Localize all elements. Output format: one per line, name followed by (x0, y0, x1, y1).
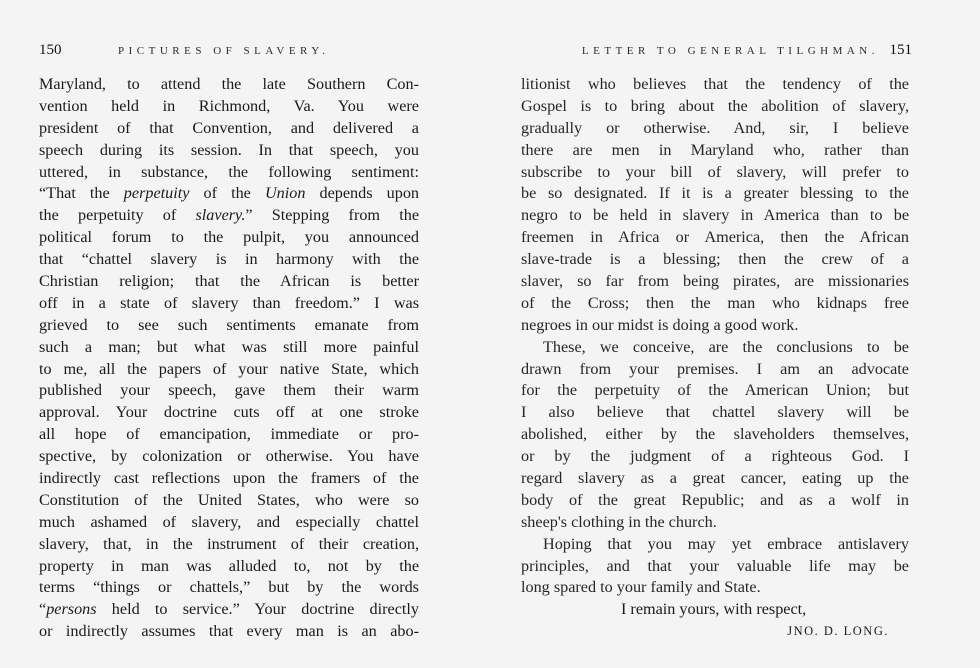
text-segment: ” Stepping from the (245, 206, 419, 225)
page-number: 151 (889, 42, 912, 58)
text-line: uttered, in substance, the following sentiment: (39, 162, 419, 181)
text-line: or indirectly assumes that every man is an abo- (39, 622, 419, 641)
italic-persons: persons (46, 600, 97, 619)
text-segment: held to service.” Your doctrine directly (96, 600, 419, 619)
text-line: subscribe to your bill of slavery, will prefer to (521, 162, 909, 181)
left-running-head (39, 44, 419, 62)
text-line: negro to be held in slavery in America than to be (521, 206, 909, 225)
text-line: abolished, either by the slaveholders themselves, (521, 425, 909, 444)
text-line: Christian religion; that the African is better (39, 272, 419, 291)
text-line: body of the great Republic; and as a wolf in (521, 490, 909, 509)
text-line: to me, all the papers of your native State, which (39, 359, 419, 378)
text-line: slave-trade is a blessing; then the crew of a (521, 250, 909, 269)
text-line: approval. Your doctrine cuts off at one stroke (39, 403, 419, 422)
paragraph-start-line: These, we conceive, are the conclusions to be (543, 337, 909, 356)
text-line-with-italics (39, 183, 419, 205)
text-line: of the Cross; then the man who kidnaps free (521, 293, 909, 312)
left-body-text (39, 74, 419, 643)
text-segment: depends upon (305, 184, 420, 203)
text-line: speech during its session. In that speech, you (39, 140, 419, 159)
right-page (521, 42, 912, 643)
text-line: indirectly cast reflections upon the framers of the (39, 469, 419, 488)
running-head-title: PICTURES OF SLAVERY. (118, 45, 330, 57)
text-line: property in man was alluded to, not by the (39, 556, 419, 575)
text-line: be so designated. If it is a greater blessing to the (521, 184, 909, 203)
italic-slavery: slavery. (195, 206, 246, 225)
italic-perpetuity: perpetuity (123, 184, 190, 203)
text-line: I also believe that chattel slavery will be (521, 403, 909, 422)
letter-signature: JNO. D. LONG. (787, 624, 889, 639)
text-line: litionist who believes that the tendency of the (521, 75, 909, 93)
text-line: Gospel is to bring about the abolition of slavery, (521, 96, 909, 115)
text-segment: “That the (39, 184, 124, 203)
text-line: much ashamed of slavery, and especially chattel (39, 512, 419, 531)
text-line: Constitution of the United States, who were so (39, 490, 419, 509)
text-line: off in a state of slavery than freedom.” I was (39, 293, 419, 312)
text-line-with-italics (39, 599, 419, 621)
text-line: for the perpetuity of the American Union; but (521, 381, 909, 400)
text-line-with-italics (39, 205, 419, 227)
text-segment: “ (39, 600, 47, 619)
text-line: president of that Convention, and delivered a (39, 118, 419, 137)
text-line: principles, and that your valuable life may be (521, 556, 909, 575)
text-line: such a man; but what was still more painful (39, 337, 419, 356)
text-line: there are men in Maryland who, rather than (521, 140, 909, 159)
text-line: spective, by colonization or otherwise. You have (39, 447, 419, 466)
text-line: published your speech, gave them their warm (39, 381, 419, 400)
text-line: slavery, that, in the instrument of their creation, (39, 534, 419, 553)
paragraph-start-line: Hoping that you may yet embrace antislavery (543, 534, 909, 553)
text-line: political forum to the pulpit, you announced (39, 228, 419, 247)
text-line: terms “things or chattels,” but by the words (39, 578, 419, 597)
italic-union: Union (264, 184, 306, 203)
text-segment: the perpetuity of (39, 206, 196, 225)
text-line: slaver, so far from being pirates, are missionaries (521, 272, 909, 291)
text-line: vention held in Richmond, Va. You were (39, 96, 419, 115)
text-segment: of the (189, 184, 265, 203)
text-line: freemen in Africa or America, then the African (521, 228, 909, 247)
text-line: gradually or otherwise. And, sir, I believe (521, 118, 909, 137)
left-page (39, 44, 419, 643)
text-line: Maryland, to attend the late Southern Con- (39, 75, 419, 93)
text-line: negroes in our midst is doing a good work. (521, 315, 799, 334)
text-line: that “chattel slavery is in harmony with the (39, 250, 419, 269)
text-line: or by the judgment of a righteous God. I (521, 447, 909, 466)
text-line: long spared to your family and State. (521, 578, 761, 597)
letter-closing: I remain yours, with respect, (621, 600, 807, 619)
text-line: all hope of emancipation, immediate or pro- (39, 425, 419, 444)
running-head-title: LETTER TO GENERAL TILGHMAN. (581, 45, 879, 57)
text-line: grieved to see such sentiments emanate from (39, 315, 419, 334)
right-body-text (521, 74, 909, 643)
text-line: drawn from your premises. I am an advocate (521, 359, 909, 378)
text-line: regard slavery as a great cancer, eating up the (521, 469, 909, 488)
text-line: sheep's clothing in the church. (521, 512, 717, 531)
page-number: 150 (39, 42, 62, 58)
right-running-head (521, 42, 912, 62)
